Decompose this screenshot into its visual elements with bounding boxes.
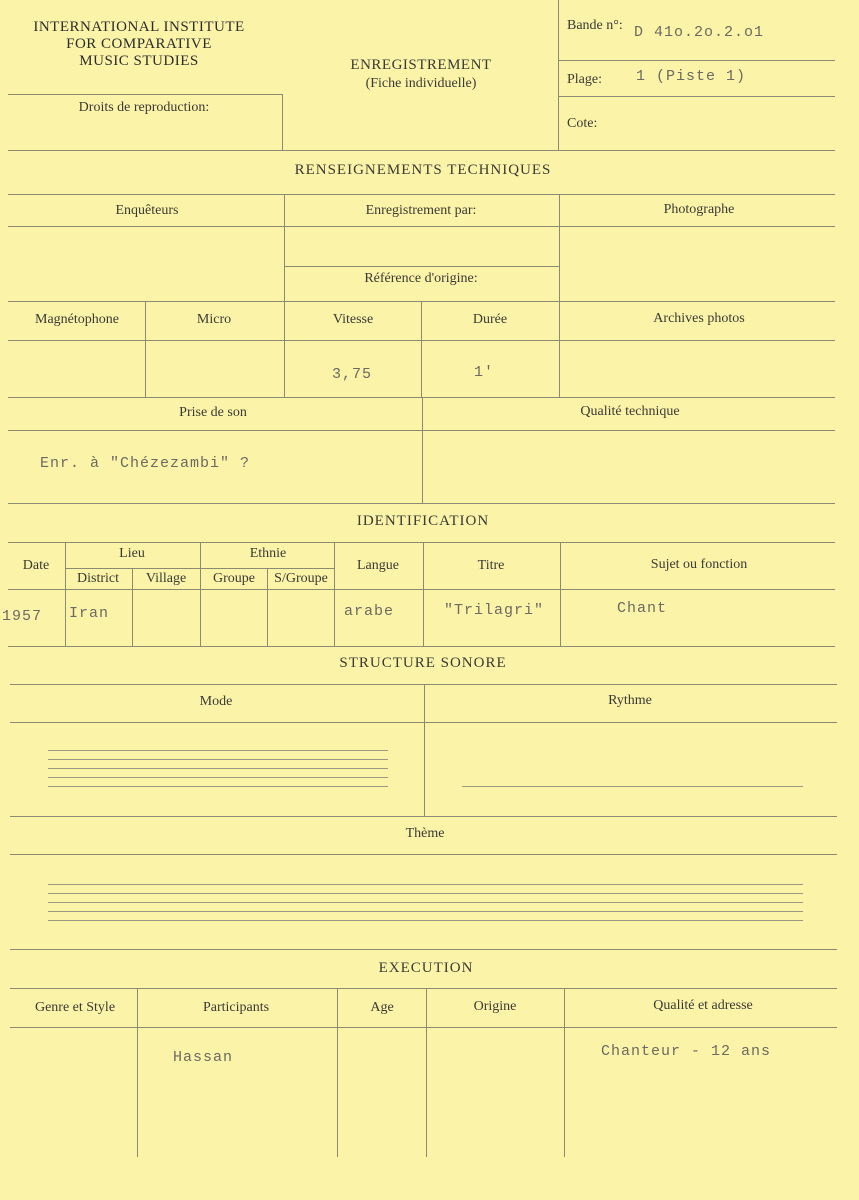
origin-label: Origine [473, 999, 517, 1014]
duration-label: Durée [472, 312, 508, 327]
language-label: Langue [357, 558, 399, 573]
group-label: Groupe [213, 571, 255, 586]
district-label: District [77, 571, 119, 586]
shelf-label: Cote: [567, 116, 598, 131]
speed-value: 3,75 [332, 366, 373, 383]
rights-label: Droits de reproduction: [78, 100, 210, 115]
technical-section-title: RENSEIGNEMENTS TECHNIQUES [294, 162, 552, 178]
quality-address-value: Chanteur - 12 ans [601, 1043, 772, 1060]
subgroup-label: S/Groupe [274, 571, 328, 586]
investigators-label: Enquêteurs [115, 203, 179, 218]
duration-value: 1' [474, 364, 495, 381]
track-label: Plage: [567, 72, 602, 87]
participant-value: Hassan [173, 1049, 234, 1066]
participants-label: Participants [202, 1000, 270, 1015]
tape-label: Bande n°: [567, 18, 623, 33]
genre-label: Genre et Style [34, 1000, 116, 1015]
photographer-label: Photographe [663, 202, 735, 217]
title-value: "Trilagri" [444, 602, 545, 619]
recorder-label: Magnétophone [35, 312, 119, 327]
institute-name [4, 19, 274, 70]
form-subtitle: (Fiche individuelle) [365, 76, 477, 91]
origin-reference-label: Référence d'origine: [364, 271, 478, 286]
age-label: Age [370, 1000, 394, 1015]
institute-line-3: MUSIC STUDIES [79, 53, 199, 69]
rhythm-line [462, 786, 803, 787]
quality-address-label: Qualité et adresse [653, 998, 753, 1013]
recorded-by-label: Enregistrement par: [365, 203, 477, 218]
institute-line-1: INTERNATIONAL INSTITUTE [33, 19, 245, 35]
village-label: Village [145, 571, 187, 586]
identification-section-title: IDENTIFICATION [356, 513, 490, 529]
speed-label: Vitesse [332, 312, 374, 327]
rhythm-label: Rythme [608, 693, 652, 708]
theme-label: Thème [405, 826, 445, 841]
track-value: 1 (Piste 1) [636, 68, 747, 85]
structure-section-title: STRUCTURE SONORE [339, 655, 507, 671]
language-value: arabe [344, 603, 395, 620]
title-label: Titre [477, 558, 505, 573]
district-value: Iran [69, 605, 110, 622]
subject-value: Chant [617, 600, 668, 617]
form-title: ENREGISTREMENT [350, 57, 492, 73]
tape-number: D 41o.2o.2.o1 [634, 24, 765, 41]
micro-label: Micro [196, 312, 232, 327]
ethnic-label: Ethnie [249, 546, 287, 561]
mode-label: Mode [199, 694, 233, 709]
photo-archive-label: Archives photos [653, 311, 745, 326]
sound-take-label: Prise de son [179, 405, 247, 420]
sound-take-value: Enr. à "Chézezambi" ? [40, 455, 251, 472]
date-value: 1957 [2, 608, 43, 625]
place-label: Lieu [119, 546, 145, 561]
subject-label: Sujet ou fonction [650, 557, 748, 572]
technical-quality-label: Qualité technique [580, 404, 680, 419]
execution-section-title: EXECUTION [378, 960, 474, 976]
institute-line-2: FOR COMPARATIVE [66, 36, 212, 52]
date-label: Date [22, 558, 50, 573]
